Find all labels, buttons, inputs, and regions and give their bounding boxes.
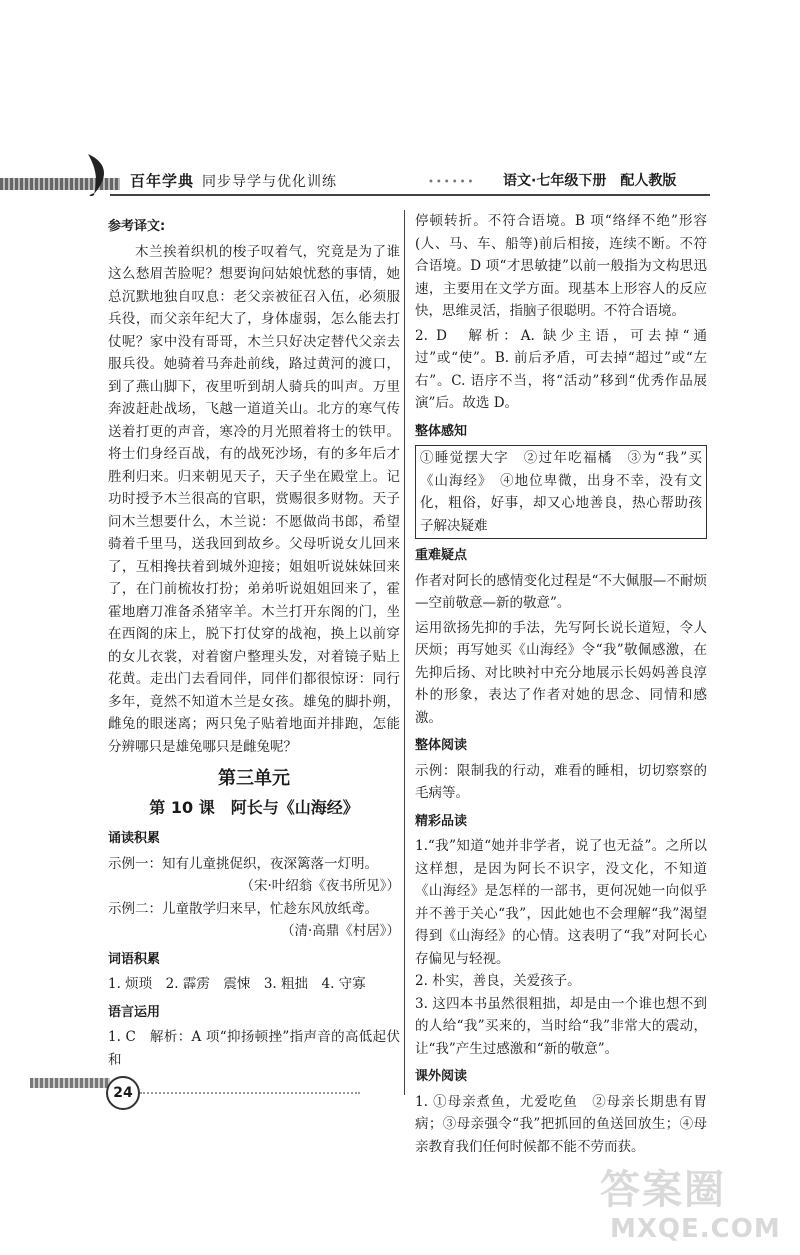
column-divider [404,210,405,1095]
fine-reading-answer-1: 1.“我”知道“她并非学者，说了也无益”。之所以这样想，是因为阿长不识字，没文化，不知道《山海经》是怎样的一部书，更何况她一向似乎并不善于关心“我”，因此她也不会理解“我”渴望得到《山海经》的心情。这表明了“我”对阿长心存偏见与轻视。 [415,838,707,967]
translation-heading: 参考译文: [108,219,166,234]
book-series-title [130,170,337,191]
language-use-heading: 语言运用 [108,1004,161,1020]
vocab-answers: 1. 烦琐 2. 霹雳 震悚 3. 粗拙 4. 守寡 [108,976,366,992]
recite-example-2-source: （清·高鼎《村居》） [280,923,400,939]
fine-reading-answer-2: 2. 朴实，善良，关爱孩子。 [415,973,581,989]
lesson-title: 第 10 课 阿长与《山海经》 [149,798,359,817]
quill-pen-icon [84,152,114,196]
fine-reading-answer-3: 3. 这四本书虽然很粗拙，却是由一个谁也想不到的人给“我”买来的，当时给“我”非常大的震动，让“我”产生过感激和“新的敬意”。 [415,995,707,1057]
watermark-text: 答案圈 [600,1167,726,1213]
series-name: 百年学典 [130,172,195,190]
footer-decoration-stripe [30,1078,110,1088]
recite-heading: 诵读积累 [108,831,161,846]
recite-example-2: 示例二：儿童散学归来早，忙趁东风放纸鸢。 [108,900,378,917]
extracurricular-reading-heading: 课外阅读 [415,1069,468,1084]
vocab-heading: 词语积累 [108,951,161,967]
header-dots-decoration: •••••• [428,177,476,188]
translation-text: 木兰挨着织机的梭子叹着气，究竟是为了谁这么愁眉苦脸呢？想要询问姑娘忧愁的事情，她总沉默地独自叹息：老父亲被征召入伍，必须服兵役，而父亲年纪大了，身体虚弱，怎么能去打仗呢？家中没有哥哥，木兰只好决定替代父亲去服兵役。她骑着马奔赴前线，路过黄河的渡口，到了燕山脚下，夜里听到胡人骑兵的叫声。万里奔波赶赴战场，飞越一道道关山。北方的寒气传送着打更的声音，寒冷的月光照着将士的铁甲。将士们身经百战，有的战死沙场，有的多年后才胜利归来。归来朝见天子，天子坐在殿堂上。记功时授予木兰很高的官职，赏赐很多财物。天子问木兰想要什么，木兰说：不愿做尚书郎，希望骑着千里马，送我回到故乡。父母听说女儿回来了，互相搀扶着到城外迎接；姐姐听说妹妹回来了，在门前梳妆打扮；弟弟听说姐姐回来了，霍霍地磨刀准备杀猪宰羊。木兰打开东阁的门，坐在西阁的床上，脱下打仗穿的战袍，换上以前穿的女儿衣裳，对着窗户整理头发，对着镜子贴上花黄。走出门去看同伴，同伴们都很惊讶：同行多年，竟然不知道木兰是女孩。雄兔的脚扑朔，雌兔的眼迷离；两只兔子贴着地面并排跑，怎能分辨哪只是雄兔哪只是雌兔呢？ [108,243,400,755]
recite-example-1-source: （宋·叶绍翁《夜书所见》） [240,878,400,894]
language-use-answer-1: 1. C 解析：A 项“抑扬顿挫”指声音的高低起伏和 [108,1029,400,1068]
subject-grade-edition: 语文·七年级下册 配人教版 [503,173,677,189]
key-difficulty-text-2: 运用欲扬先抑的手法，先写阿长说长道短，令人厌烦；再写她买《山海经》令“我”敬佩感激，在先抑后扬、对比映衬中充分地展示长妈妈善良淳朴的形象，表达了作者对她的思念、同情和感激。 [415,619,707,726]
language-use-answer-1-continued: 停顿转折。不符合语境。B 项“络绎不绝”形容(人、马、车、船等)前后相接，连续不断。不符合语境。D 项“才思敏捷”以前一般指为文构思迅速，主要用在文学方面。现基本上形容人的反应快，思维灵活，指脑子很聪明。不符合语境。 [415,213,707,319]
right-column [415,210,707,1158]
page-number: 24 [106,1076,140,1110]
overall-perception-answer: ①睡觉摆大字 ②过年吃福橘 ③为“我”买《山海经》 ④地位卑微，出身不幸，没有文化，粗俗，好事，却又心地善良，热心帮助孩子解决疑难 [415,445,707,539]
overall-reading-answer: 示例：限制我的行动，难看的睡相，切切察察的毛病等。 [415,762,707,801]
recite-example-1: 示例一：知有儿童挑促织，夜深篱落一灯明。 [108,855,378,872]
extracurricular-reading-answer-1: 1. ①母亲煮鱼，尤爱吃鱼 ②母亲长期患有胃病；③母亲强令“我”把抓回的鱼送回放生；④母亲教育我们任何时候都不能不劳而获。 [415,1093,707,1155]
header-rule [110,194,710,196]
left-column [108,210,400,1071]
unit-title: 第三单元 [218,768,290,789]
overall-reading-heading: 整体阅读 [415,738,468,753]
overall-perception-heading: 整体感知 [415,423,468,439]
fine-reading-heading: 精彩品读 [415,813,468,829]
key-difficulty-text-1: 作者对阿长的感情变化过程是“不大佩服—不耐烦—空前敬意—新的敬意”。 [415,572,707,611]
watermark-url: MXQE.COM [610,1214,781,1244]
page-header [0,150,800,210]
footer-dotted-rule [140,1092,360,1094]
language-use-answer-2: 2. D 解析：A. 缺少主语，可去掉“通过”或“使”。B. 前后矛盾，可去掉“超过”或“左右”。C. 语序不当，将“活动”移到“优秀作品展演”后。故选 D。 [415,327,707,411]
series-subtitle: 同步导学与优化训练 [202,174,338,190]
key-difficulty-heading: 重难疑点 [415,548,468,563]
watermark-logo [600,1150,790,1250]
